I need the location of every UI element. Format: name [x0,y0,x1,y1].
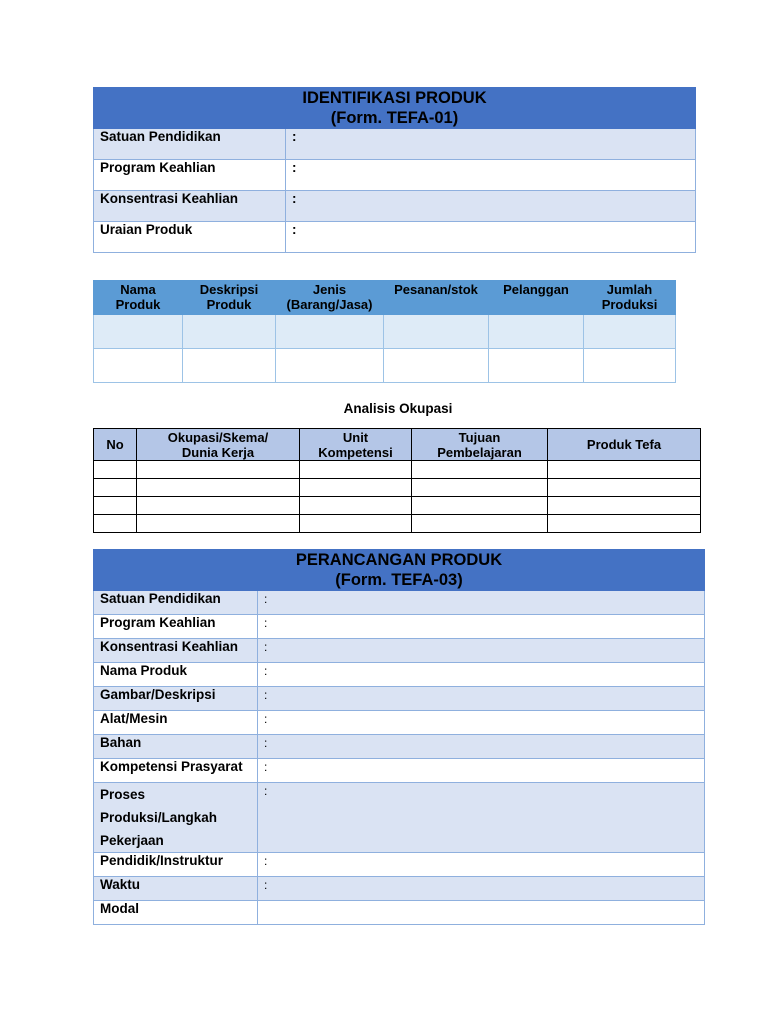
table-cell[interactable] [584,315,676,349]
form-tefa-03-title-line1: PERANCANGAN PRODUK [295,551,503,569]
form3-label: Kompetensi Prasyarat [94,759,258,783]
form3-label: Satuan Pendidikan [94,591,258,615]
table-row [94,315,676,349]
header-jumlah-produksi: Jumlah Produksi [584,281,676,315]
form3-value-field[interactable]: : [258,639,705,663]
form3-label: Proses Produksi/Langkah Pekerjaan [94,783,258,853]
form1-value-field[interactable]: : [286,129,696,160]
form3-row [94,877,705,901]
form3-value-field[interactable]: : [258,615,705,639]
form3-label: Konsentrasi Keahlian [94,639,258,663]
form-tefa-01-title-line1: IDENTIFIKASI PRODUK [302,89,487,107]
form-tefa-01-title-line2: (Form. TEFA-01) [330,109,459,127]
table-cell[interactable] [94,515,137,533]
table-cell[interactable] [137,479,300,497]
form3-value-field[interactable]: : [258,591,705,615]
table-cell[interactable] [300,497,412,515]
form3-value-field[interactable]: : [258,735,705,759]
table-cell[interactable] [548,461,701,479]
form1-label: Program Keahlian [94,160,286,191]
form3-row [94,901,705,925]
form3-row [94,735,705,759]
table-cell[interactable] [94,479,137,497]
form3-row [94,783,705,853]
table-cell[interactable] [489,315,584,349]
header-unit-kompetensi: Unit Kompetensi [300,429,412,461]
table-cell[interactable] [412,461,548,479]
form3-row [94,615,705,639]
header-deskripsi-produk: Deskripsi Produk [183,281,276,315]
header-nama-produk: Nama Produk [94,281,183,315]
form3-row [94,663,705,687]
form3-row [94,639,705,663]
table-row [94,461,701,479]
table-cell[interactable] [276,349,384,383]
form1-label: Satuan Pendidikan [94,129,286,160]
form3-row [94,759,705,783]
form3-value-field[interactable]: : [258,877,705,901]
table-row [94,497,701,515]
table-cell[interactable] [412,497,548,515]
table-cell[interactable] [489,349,584,383]
table-cell[interactable] [183,349,276,383]
form3-value-field[interactable]: : [258,663,705,687]
table-cell[interactable] [137,497,300,515]
form3-label: Modal [94,901,258,925]
occupation-header-row [94,429,701,461]
form-tefa-01-title [94,88,696,129]
table-cell[interactable] [276,315,384,349]
form-tefa-03-title [94,550,705,591]
table-row [94,349,676,383]
table-cell[interactable] [300,515,412,533]
header-pesanan-stok: Pesanan/stok [384,281,489,315]
table-cell[interactable] [137,461,300,479]
form1-label: Konsentrasi Keahlian [94,191,286,222]
header-no: No [94,429,137,461]
form3-label: Alat/Mesin [94,711,258,735]
table-row [94,515,701,533]
form3-row [94,687,705,711]
table-cell[interactable] [300,461,412,479]
form3-row [94,711,705,735]
occupation-table [93,428,701,533]
table-cell[interactable] [384,315,489,349]
form-tefa-01-table [93,87,696,253]
header-okupasi: Okupasi/Skema/ Dunia Kerja [137,429,300,461]
table-cell[interactable] [94,497,137,515]
form1-row [94,129,696,160]
table-cell[interactable] [412,479,548,497]
form3-label: Pendidik/Instruktur [94,853,258,877]
table-cell[interactable] [94,315,183,349]
form3-value-field[interactable]: : [258,853,705,877]
form1-value-field[interactable]: : [286,160,696,191]
table-cell[interactable] [412,515,548,533]
table-cell[interactable] [384,349,489,383]
header-tujuan-pembelajaran: Tujuan Pembelajaran [412,429,548,461]
form-tefa-03-title-line2: (Form. TEFA-03) [335,571,463,589]
form3-value-field[interactable]: : [258,711,705,735]
form1-label: Uraian Produk [94,222,286,253]
form3-value-field[interactable]: : [258,783,705,853]
form3-label: Nama Produk [94,663,258,687]
form3-label: Bahan [94,735,258,759]
occupation-caption: Analisis Okupasi [343,401,453,416]
form3-value-field[interactable]: : [258,759,705,783]
header-produk-tefa: Produk Tefa [548,429,701,461]
form3-row [94,853,705,877]
form1-value-field[interactable]: : [286,191,696,222]
form1-row [94,160,696,191]
form1-row [94,191,696,222]
table-cell[interactable] [94,461,137,479]
table-cell[interactable] [94,349,183,383]
table-cell[interactable] [584,349,676,383]
form1-value-field[interactable]: : [286,222,696,253]
table-cell[interactable] [548,479,701,497]
form-tefa-03-table [93,549,705,925]
form3-label: Gambar/Deskripsi [94,687,258,711]
table-cell[interactable] [300,479,412,497]
table-row [94,479,701,497]
form3-label: Program Keahlian [94,615,258,639]
form3-label: Waktu [94,877,258,901]
form3-row [94,591,705,615]
header-pelanggan: Pelanggan [489,281,584,315]
form3-value-field[interactable]: : [258,687,705,711]
form1-row [94,222,696,253]
table-cell[interactable] [548,515,701,533]
table-cell[interactable] [137,515,300,533]
table-cell[interactable] [183,315,276,349]
form3-value-field[interactable] [258,901,705,925]
header-jenis: Jenis (Barang/Jasa) [276,281,384,315]
product-table [93,280,676,383]
product-table-header-row [94,281,676,315]
table-cell[interactable] [548,497,701,515]
